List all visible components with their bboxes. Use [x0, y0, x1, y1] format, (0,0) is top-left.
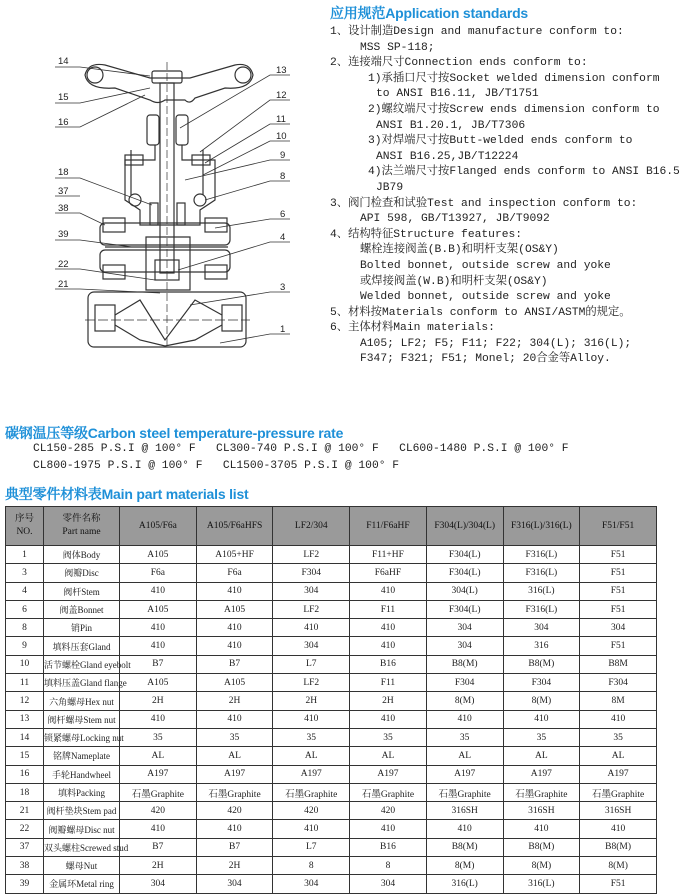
- material-cell: 304: [273, 582, 350, 600]
- material-cell: 410: [350, 820, 427, 838]
- material-cell: 410: [120, 582, 197, 600]
- column-header: [350, 507, 427, 546]
- column-header-text: A105/F6a: [138, 520, 177, 531]
- part-name-cell: 阀杆垫块Stem pad: [44, 802, 120, 820]
- material-cell: A197: [350, 765, 427, 783]
- material-cell: 2H: [120, 857, 197, 875]
- part-name-cell: 销Pin: [44, 619, 120, 637]
- standard-line: 或焊接阀盖(W.B)和明杆支架(OS&Y): [360, 275, 548, 288]
- material-cell: 410: [350, 710, 427, 728]
- column-header: [503, 507, 580, 546]
- part-number-cell: 3: [6, 564, 44, 582]
- material-cell: 410: [120, 619, 197, 637]
- callout-14: 14: [58, 56, 69, 67]
- material-cell: B8(M): [503, 838, 580, 856]
- table-row: [6, 546, 657, 564]
- material-cell: 8(M): [503, 692, 580, 710]
- material-cell: 420: [273, 802, 350, 820]
- callout-8: 8: [280, 171, 286, 182]
- material-cell: A197: [273, 765, 350, 783]
- material-cell: 316SH: [503, 802, 580, 820]
- carbon-steel-heading: 碳钢温压等级Carbon steel temperature-pressure rate: [5, 425, 344, 441]
- material-cell: A197: [426, 765, 503, 783]
- part-name-cell: 阀体Body: [44, 546, 120, 564]
- material-cell: F6aHF: [350, 564, 427, 582]
- material-cell: B8(M): [426, 838, 503, 856]
- material-cell: B8M: [580, 655, 657, 673]
- material-cell: LF2: [273, 546, 350, 564]
- material-cell: 石墨Graphite: [196, 783, 273, 801]
- part-number-cell: 8: [6, 619, 44, 637]
- material-cell: 2H: [120, 692, 197, 710]
- callout-16: 16: [58, 117, 69, 128]
- part-number-cell: 6: [6, 600, 44, 618]
- materials-list-heading: 典型零件材料表Main part materials list: [5, 486, 249, 502]
- material-cell: 304(L): [426, 582, 503, 600]
- material-cell: F51: [580, 564, 657, 582]
- material-cell: AL: [196, 747, 273, 765]
- table-row: [6, 582, 657, 600]
- table-row: [6, 728, 657, 746]
- material-cell: F304(L): [426, 564, 503, 582]
- callout-11: 11: [276, 114, 286, 125]
- material-cell: 420: [196, 802, 273, 820]
- material-cell: A105: [120, 600, 197, 618]
- material-cell: 8: [350, 857, 427, 875]
- material-cell: A105: [196, 600, 273, 618]
- part-name-cell: 阀瓣螺母Disc nut: [44, 820, 120, 838]
- material-cell: 316(L): [426, 875, 503, 893]
- callout-39: 39: [58, 229, 69, 240]
- part-number-cell: 13: [6, 710, 44, 728]
- standard-line: 1、设计制造Design and manufacture conform to:: [330, 26, 624, 38]
- part-number-cell: 18: [6, 783, 44, 801]
- material-cell: 410: [350, 637, 427, 655]
- material-cell: 410: [503, 820, 580, 838]
- table-row: [6, 783, 657, 801]
- material-cell: 410: [273, 710, 350, 728]
- part-name-cell: 锁紧螺母Locking nut: [44, 728, 120, 746]
- material-cell: A105: [120, 674, 197, 692]
- material-cell: 316(L): [503, 582, 580, 600]
- standard-line: JB79: [376, 181, 404, 194]
- part-number-cell: 9: [6, 637, 44, 655]
- part-name-cell: 阀盖Bonnet: [44, 600, 120, 618]
- material-cell: F304: [503, 674, 580, 692]
- material-cell: A197: [580, 765, 657, 783]
- part-number-cell: 15: [6, 747, 44, 765]
- material-cell: 石墨Graphite: [503, 783, 580, 801]
- column-header: [44, 507, 120, 546]
- standard-line: ANSI B16.25,JB/T12224: [376, 150, 519, 163]
- material-cell: AL: [120, 747, 197, 765]
- part-name-cell: 填料压套Gland: [44, 637, 120, 655]
- callout-12: 12: [276, 90, 287, 101]
- part-number-cell: 14: [6, 728, 44, 746]
- part-name-cell: 双头螺柱Screwed stud: [44, 838, 120, 856]
- material-cell: 304: [273, 875, 350, 893]
- material-cell: 420: [350, 802, 427, 820]
- material-cell: 石墨Graphite: [120, 783, 197, 801]
- callout-38: 38: [58, 203, 69, 214]
- part-number-cell: 11: [6, 674, 44, 692]
- material-cell: 410: [426, 710, 503, 728]
- table-row: [6, 875, 657, 893]
- material-cell: 304: [273, 637, 350, 655]
- material-cell: 410: [196, 820, 273, 838]
- material-cell: F304(L): [426, 600, 503, 618]
- standard-line: API 598, GB/T13927, JB/T9092: [360, 213, 550, 226]
- standard-line: Bolted bonnet, outside screw and yoke: [360, 259, 611, 272]
- leader-lines: [55, 67, 290, 343]
- material-cell: F316(L): [503, 564, 580, 582]
- valve-body: [85, 292, 250, 347]
- material-cell: 304: [350, 875, 427, 893]
- column-header: [6, 507, 44, 546]
- material-cell: 35: [580, 728, 657, 746]
- material-cell: 316: [503, 637, 580, 655]
- material-cell: A105+HF: [196, 546, 273, 564]
- material-cell: 2H: [196, 857, 273, 875]
- material-cell: 420: [120, 802, 197, 820]
- column-header-text: F11/F6aHF: [366, 520, 410, 531]
- material-cell: L7: [273, 838, 350, 856]
- material-cell: F304: [426, 674, 503, 692]
- material-cell: 410: [120, 820, 197, 838]
- material-cell: 2H: [273, 692, 350, 710]
- material-cell: F304: [273, 564, 350, 582]
- material-cell: A197: [503, 765, 580, 783]
- material-cell: 410: [196, 710, 273, 728]
- material-cell: 8: [273, 857, 350, 875]
- material-cell: F316(L): [503, 600, 580, 618]
- standard-line: 3)对焊端尺寸按Butt-welded ends conform to: [368, 135, 633, 148]
- material-cell: B8(M): [503, 655, 580, 673]
- material-cell: 35: [120, 728, 197, 746]
- callout-9: 9: [280, 150, 286, 161]
- part-name-cell: 填料Packing: [44, 783, 120, 801]
- material-cell: 410: [120, 710, 197, 728]
- material-cell: 304: [580, 619, 657, 637]
- standard-line: ANSI B1.20.1, JB/T7306: [376, 119, 526, 132]
- callout-21: 21: [58, 279, 69, 290]
- material-cell: 石墨Graphite: [350, 783, 427, 801]
- callout-3: 3: [280, 282, 286, 293]
- material-cell: 8(M): [426, 857, 503, 875]
- table-row: [6, 564, 657, 582]
- material-cell: 410: [196, 582, 273, 600]
- material-cell: F6a: [120, 564, 197, 582]
- material-cell: LF2: [273, 674, 350, 692]
- table-row: [6, 802, 657, 820]
- material-cell: F51: [580, 582, 657, 600]
- table-row: [6, 637, 657, 655]
- standard-line: MSS SP-118;: [360, 41, 435, 54]
- material-cell: 410: [350, 582, 427, 600]
- pressure-rate-line-2: CL800-1975 P.S.I @ 100° F CL1500-3705 P.S.I @ 100° F: [33, 460, 400, 472]
- column-header: [580, 507, 657, 546]
- material-cell: 石墨Graphite: [273, 783, 350, 801]
- material-cell: AL: [350, 747, 427, 765]
- material-cell: 8M: [580, 692, 657, 710]
- material-cell: F6a: [196, 564, 273, 582]
- material-cell: 316(L): [503, 875, 580, 893]
- part-name-cell: 活节螺栓Gland eyebolt: [44, 655, 120, 673]
- part-name-cell: 阀杆Stem: [44, 582, 120, 600]
- material-cell: B7: [120, 838, 197, 856]
- callout-15: 15: [58, 92, 69, 103]
- part-name-cell: 六角螺母Hex nut: [44, 692, 120, 710]
- column-header-text: F304(L)/304(L): [434, 520, 495, 531]
- material-cell: 2H: [196, 692, 273, 710]
- material-cell: B7: [196, 838, 273, 856]
- part-number-cell: 1: [6, 546, 44, 564]
- table-row: [6, 820, 657, 838]
- column-header-text: 序号: [14, 514, 34, 524]
- material-cell: B16: [350, 838, 427, 856]
- standard-line: 2)螺纹端尺寸按Screw ends dimension conform to: [368, 103, 660, 116]
- callout-4: 4: [280, 232, 286, 243]
- material-cell: 304: [503, 619, 580, 637]
- material-cell: AL: [426, 747, 503, 765]
- table-row: [6, 692, 657, 710]
- table-row: [6, 600, 657, 618]
- table-row: [6, 765, 657, 783]
- material-cell: 35: [273, 728, 350, 746]
- part-number-cell: 4: [6, 582, 44, 600]
- material-cell: 410: [503, 710, 580, 728]
- gate-valve-drawing: [0, 0, 330, 360]
- callout-1: 1: [280, 324, 286, 335]
- standard-line: 1)承插口尺寸按Socket welded dimension conform: [368, 72, 660, 85]
- standard-line: 6、主体材料Main materials:: [330, 322, 495, 335]
- part-number-cell: 12: [6, 692, 44, 710]
- part-number-cell: 16: [6, 765, 44, 783]
- table-row: [6, 619, 657, 637]
- material-cell: F51: [580, 875, 657, 893]
- material-cell: F51: [580, 637, 657, 655]
- material-cell: 304: [426, 619, 503, 637]
- materials-table: [5, 506, 657, 894]
- column-header-text: F316(L)/316(L): [511, 520, 572, 531]
- part-name-cell: 螺母Nut: [44, 857, 120, 875]
- part-name-cell: 手轮Handwheel: [44, 765, 120, 783]
- column-header: [426, 507, 503, 546]
- column-header-text: F51/F51: [602, 520, 635, 531]
- standard-line: 螺栓连接阀盖(B.B)和明杆支架(OS&Y): [360, 244, 559, 257]
- material-cell: A105: [196, 674, 273, 692]
- callout-37: 37: [58, 186, 69, 197]
- part-number-cell: 10: [6, 655, 44, 673]
- standard-line: 3、阀门检查和试验Test and inspection conform to:: [330, 197, 638, 210]
- column-header: [120, 507, 197, 546]
- material-cell: F304(L): [426, 546, 503, 564]
- part-number-cell: 21: [6, 802, 44, 820]
- material-cell: 410: [120, 637, 197, 655]
- part-name-cell: 填料压盖Gland flange: [44, 674, 120, 692]
- material-cell: AL: [503, 747, 580, 765]
- material-cell: 石墨Graphite: [580, 783, 657, 801]
- material-cell: B8(M): [580, 838, 657, 856]
- part-number-cell: 38: [6, 857, 44, 875]
- material-cell: F51: [580, 546, 657, 564]
- material-cell: 410: [350, 619, 427, 637]
- callout-22: 22: [58, 259, 69, 270]
- stem: [160, 62, 174, 345]
- callout-10: 10: [276, 131, 287, 142]
- part-name-cell: 阀瓣Disc: [44, 564, 120, 582]
- material-cell: B8(M): [426, 655, 503, 673]
- material-cell: 316SH: [426, 802, 503, 820]
- material-cell: L7: [273, 655, 350, 673]
- standard-line: 2、连接端尺寸Connection ends conform to:: [330, 57, 588, 70]
- material-cell: 35: [426, 728, 503, 746]
- table-header-row: [6, 507, 657, 546]
- application-standards-heading: 应用规范Application standards: [330, 5, 529, 21]
- material-cell: AL: [273, 747, 350, 765]
- material-cell: 35: [503, 728, 580, 746]
- column-header-text: A105/F6aHFS: [206, 520, 263, 531]
- material-cell: 410: [196, 637, 273, 655]
- application-standards-list: [330, 25, 680, 368]
- material-cell: F51: [580, 600, 657, 618]
- material-cell: 304: [120, 875, 197, 893]
- material-cell: 410: [580, 710, 657, 728]
- column-header-text: Part name: [62, 527, 101, 537]
- material-cell: LF2: [273, 600, 350, 618]
- standard-line: 4、结构特征Structure features:: [330, 228, 523, 241]
- material-cell: B7: [120, 655, 197, 673]
- material-cell: 410: [273, 619, 350, 637]
- table-row: [6, 655, 657, 673]
- part-number-cell: 39: [6, 875, 44, 893]
- table-row: [6, 747, 657, 765]
- material-cell: F11+HF: [350, 546, 427, 564]
- callout-13: 13: [276, 65, 287, 76]
- material-cell: 2H: [350, 692, 427, 710]
- table-row: [6, 710, 657, 728]
- material-cell: B16: [350, 655, 427, 673]
- material-cell: 35: [350, 728, 427, 746]
- material-cell: F11: [350, 600, 427, 618]
- material-cell: AL: [580, 747, 657, 765]
- table-row: [6, 838, 657, 856]
- material-cell: 410: [196, 619, 273, 637]
- material-cell: 石墨Graphite: [426, 783, 503, 801]
- material-cell: F11: [350, 674, 427, 692]
- material-cell: 8(M): [503, 857, 580, 875]
- column-header: [196, 507, 273, 546]
- column-header-text: LF2/304: [294, 520, 328, 531]
- pressure-rate-line-1: CL150-285 P.S.I @ 100° F CL300-740 P.S.I @ 100° F CL600-1480 P.S.I @ 100° F: [33, 443, 569, 455]
- material-cell: 8(M): [426, 692, 503, 710]
- material-cell: 35: [196, 728, 273, 746]
- material-cell: 410: [273, 820, 350, 838]
- table-row: [6, 674, 657, 692]
- material-cell: F304: [580, 674, 657, 692]
- material-cell: A197: [120, 765, 197, 783]
- column-header-text: NO.: [16, 527, 33, 537]
- callout-6: 6: [280, 209, 286, 220]
- standard-line: A105; LF2; F5; F11; F22; 304(L); 316(L);: [360, 337, 632, 350]
- standard-line: to ANSI B16.11, JB/T1751: [376, 88, 539, 101]
- standard-line: F347; F321; F51; Monel; 20合金等Alloy.: [360, 353, 611, 366]
- standard-line: Welded bonnet, outside screw and yoke: [360, 291, 611, 304]
- table-row: [6, 857, 657, 875]
- material-cell: 410: [580, 820, 657, 838]
- material-cell: 410: [426, 820, 503, 838]
- material-cell: F316(L): [503, 546, 580, 564]
- material-cell: 304: [426, 637, 503, 655]
- part-name-cell: 铭牌Nameplate: [44, 747, 120, 765]
- part-name-cell: 阀杆螺母Stem nut: [44, 710, 120, 728]
- part-name-cell: 金属环Metal ring: [44, 875, 120, 893]
- callout-18: 18: [58, 167, 69, 178]
- column-header: [273, 507, 350, 546]
- material-cell: 316SH: [580, 802, 657, 820]
- part-number-cell: 37: [6, 838, 44, 856]
- material-cell: A197: [196, 765, 273, 783]
- material-cell: A105: [120, 546, 197, 564]
- column-header-text: 零件名称: [62, 514, 101, 524]
- material-cell: 8(M): [580, 857, 657, 875]
- material-cell: 304: [196, 875, 273, 893]
- material-cell: B7: [196, 655, 273, 673]
- standard-line: 5、材料按Materials conform to ANSI/ASTM的规定。: [330, 306, 631, 319]
- standard-line: 4)法兰端尺寸按Flanged ends conform to ANSI B16.5: [368, 166, 680, 179]
- yoke-bonnet: [100, 115, 230, 290]
- part-number-cell: 22: [6, 820, 44, 838]
